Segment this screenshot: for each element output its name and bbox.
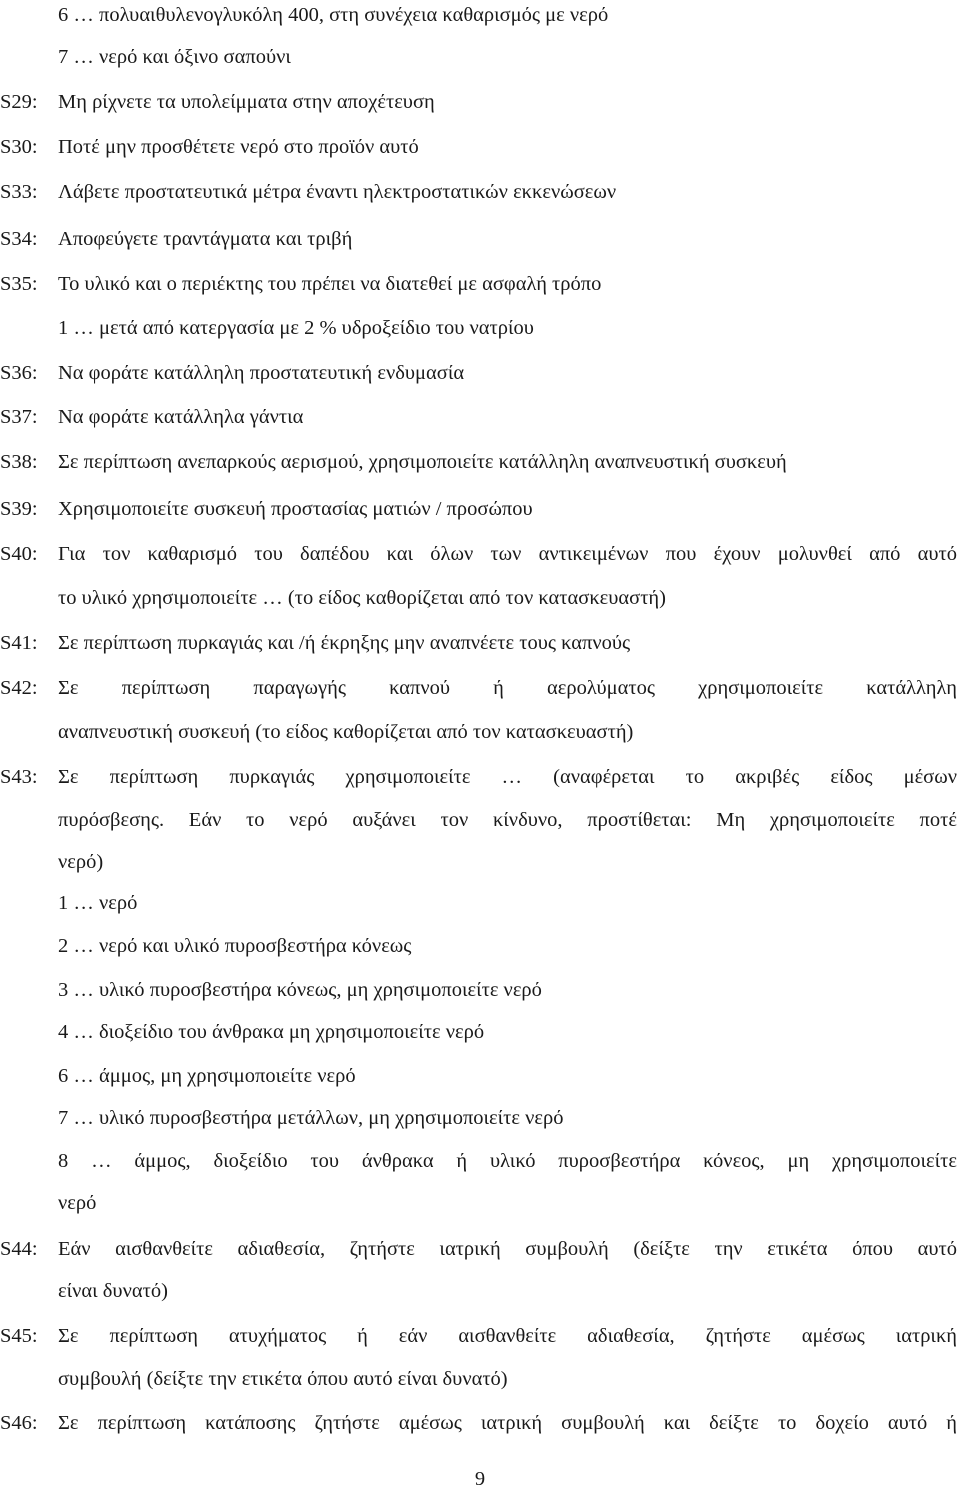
safety-phrase-code: S35: [0,273,38,295]
safety-phrase-text: Σε περίπτωση παραγωγής καπνού ή αερολύματος χρησιμοποιείτε κατάλληλη [58,677,957,699]
text-line [0,2,960,28]
text-line [0,404,960,430]
text-line [0,1148,960,1174]
text-line [0,1366,960,1392]
text-line [0,1190,960,1216]
text-line [0,89,960,115]
safety-phrase-text: Χρησιμοποιείτε συσκευή προστασίας ματιών / προσώπου [58,498,533,520]
safety-phrase-text: Εάν αισθανθείτε αδιαθεσία, ζητήστε ιατρική συμβουλή (δείξτε την ετικέτα όπου αυτό [58,1238,957,1260]
safety-phrase-text: Σε περίπτωση ανεπαρκούς αερισμού, χρησιμοποιείτε κατάλληλη αναπνευστική συσκευή [58,451,787,473]
safety-phrase-text: Λάβετε προστατευτικά μέτρα έναντι ηλεκτροστατικών εκκενώσεων [58,181,617,203]
safety-phrase-text: νερό [58,1192,97,1214]
safety-phrase-code: S45: [0,1325,38,1347]
safety-phrase-text: 1 … νερό [58,892,138,914]
safety-phrase-text: 2 … νερό και υλικό πυροσβεστήρα κόνεως [58,935,412,957]
safety-phrase-text: Μη ρίχνετε τα υπολείμματα στην αποχέτευση [58,91,435,113]
safety-phrase-text: Να φοράτε κατάλληλα γάντια [58,406,304,428]
safety-phrase-text: Σε περίπτωση ατυχήματος ή εάν αισθανθείτε αδιαθεσία, ζητήστε αμέσως ιατρική [58,1325,957,1347]
safety-phrase-text: 7 … υλικό πυροσβεστήρα μετάλλων, μη χρησιμοποιείτε νερό [58,1107,564,1129]
safety-phrase-text: είναι δυνατό) [58,1280,168,1302]
safety-phrase-text: Ποτέ μην προσθέτετε νερό στο προϊόν αυτό [58,136,419,158]
safety-phrase-code: S38: [0,451,38,473]
safety-phrase-text: 4 … διοξείδιο του άνθρακα μη χρησιμοποιείτε νερό [58,1021,485,1043]
safety-phrase-text: το υλικό χρησιμοποιείτε … (το είδος καθορίζεται από τον κατασκευαστή) [58,587,666,609]
safety-phrase-text: 6 … πολυαιθυλενογλυκόλη 400, στη συνέχεια καθαρισμός με νερό [58,4,609,26]
safety-phrase-code: S40: [0,543,38,565]
safety-phrase-code: S46: [0,1412,38,1434]
safety-phrase-text: Σε περίπτωση πυρκαγιάς και /ή έκρηξης μην αναπνέετε τους καπνούς [58,632,631,654]
safety-phrase-text: 8 … άμμος, διοξείδιο του άνθρακα ή υλικό πυροσβεστήρα κόνεος, μη χρησιμοποιείτε [58,1150,957,1172]
safety-phrase-code: S37: [0,406,38,428]
text-line [0,977,960,1003]
text-line [0,1410,960,1436]
page-number: 9 [474,1468,486,1490]
safety-phrase-text: Το υλικό και ο περιέκτης του πρέπει να διατεθεί με ασφαλή τρόπο [58,273,602,295]
safety-phrase-code: S34: [0,228,38,250]
text-line [0,449,960,475]
text-line [0,226,960,252]
text-line [0,849,960,875]
safety-phrase-text: Για τον καθαρισμό του δαπέδου και όλων των αντικειμένων που έχουν μολυνθεί από αυτό [58,543,957,565]
safety-phrase-text: αναπνευστική συσκευή (το είδος καθορίζεται από τον κατασκευαστή) [58,721,634,743]
safety-phrase-text: Σε περίπτωση πυρκαγιάς χρησιμοποιείτε … (αναφέρεται το ακριβές είδος μέσων [58,766,957,788]
text-line [0,719,960,745]
safety-phrase-code: S29: [0,91,38,113]
text-line [0,630,960,656]
safety-phrase-text: 3 … υλικό πυροσβεστήρα κόνεως, μη χρησιμοποιείτε νερό [58,979,542,1001]
text-line [0,675,960,701]
safety-phrase-text: 1 … μετά από κατεργασία με 2 % υδροξείδιο του νατρίου [58,317,534,339]
safety-phrase-code: S30: [0,136,38,158]
safety-phrase-text: Αποφεύγετε τραντάγματα και τριβή [58,228,353,250]
safety-phrase-text: 6 … άμμος, μη χρησιμοποιείτε νερό [58,1065,356,1087]
text-line [0,585,960,611]
text-line [0,933,960,959]
text-line [0,134,960,160]
text-line [0,890,960,916]
text-line [0,807,960,833]
text-line [0,1063,960,1089]
safety-phrase-code: S42: [0,677,38,699]
text-line [0,496,960,522]
safety-phrase-text: Να φοράτε κατάλληλη προστατευτική ενδυμασία [58,362,465,384]
text-line [0,315,960,341]
text-line [0,541,960,567]
text-line [0,179,960,205]
text-line [0,360,960,386]
safety-phrase-text: συμβουλή (δείξτε την ετικέτα όπου αυτό είναι δυνατό) [58,1368,508,1390]
safety-phrase-code: S41: [0,632,38,654]
safety-phrase-code: S33: [0,181,38,203]
text-line [0,1323,960,1349]
text-line [0,764,960,790]
safety-phrase-text: 7 … νερό και όξινο σαπούνι [58,46,291,68]
text-line [0,1019,960,1045]
text-line [0,1105,960,1131]
text-line [0,1236,960,1262]
text-line [0,44,960,70]
safety-phrase-code: S36: [0,362,38,384]
safety-phrase-code: S43: [0,766,38,788]
safety-phrase-text: νερό) [58,851,104,873]
safety-phrase-code: S44: [0,1238,38,1260]
text-line [0,271,960,297]
safety-phrase-code: S39: [0,498,38,520]
text-line [0,1278,960,1304]
safety-phrase-text: Σε περίπτωση κατάποσης ζητήστε αμέσως ιατρική συμβουλή και δείξτε το δοχείο αυτό ή [58,1412,957,1434]
safety-phrase-text: πυρόσβεσης. Εάν το νερό αυξάνει τον κίνδυνο, προστίθεται: Μη χρησιμοποιείτε ποτέ [58,809,957,831]
